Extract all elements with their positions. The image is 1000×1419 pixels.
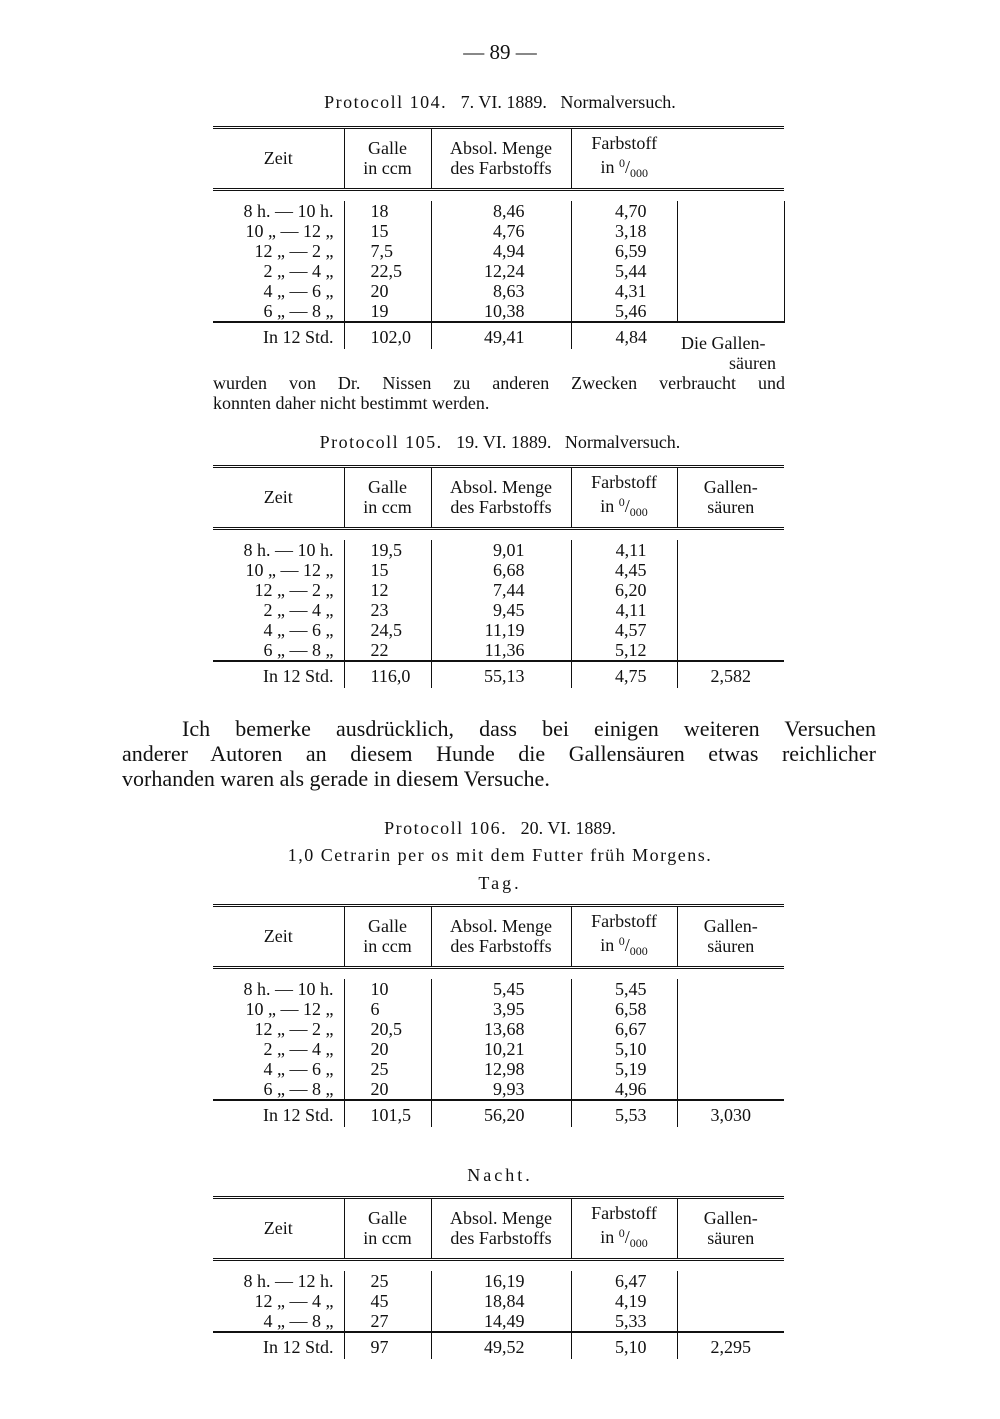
col-header-galle: Galle in ccm bbox=[344, 1198, 431, 1260]
col-header-galle: Galle in ccm bbox=[344, 906, 431, 968]
body-paragraph: Ich bemerke ausdrücklich, dass bei einigen weiteren Versuchen anderer Autoren an diesem Hunde die Gallensäuren etwas reichlicher vorhanden waren als gerade in diesem Versuche. bbox=[122, 716, 876, 791]
table-row: 10 „ — 12 „ 15 6,68 4,45 bbox=[213, 560, 784, 580]
table-row: 12 „ — 2 „ 7,5 4,94 6,59 bbox=[213, 241, 784, 261]
protocol-104-side-note: Die Gallen- säuren bbox=[681, 333, 776, 373]
table-header-row bbox=[213, 1198, 784, 1260]
protocol-date: 19. VI. 1889. bbox=[456, 432, 552, 452]
section-nacht: Nacht. bbox=[467, 1165, 533, 1185]
protocol-title: Protocoll 104. bbox=[324, 92, 448, 112]
col-header-gallensaeuren bbox=[677, 128, 784, 190]
protocol-104-note-continuation: wurden von Dr. Nissen zu anderen Zwecken verbraucht und konnten daher nicht bestimmt werden. bbox=[213, 373, 785, 413]
table-row: 10 „ — 12 „ 6 3,95 6,58 bbox=[213, 999, 784, 1019]
protocol-title: Protocoll 105. bbox=[319, 432, 443, 452]
table-row: 12 „ — 2 „ 12 7,44 6,20 bbox=[213, 580, 784, 600]
col-header-farbstoff: Farbstoff in $^0/_{000}$ bbox=[571, 128, 677, 190]
protocol-106-heading bbox=[0, 818, 1000, 839]
protocol-date: 7. VI. 1889. bbox=[460, 92, 547, 112]
table-row: 12 „ — 4 „ 45 18,84 4,19 bbox=[213, 1291, 784, 1311]
table-row: 8 h. — 10 h. 19,5 9,01 4,11 bbox=[213, 540, 784, 560]
page-number: — 89 — bbox=[463, 40, 537, 64]
col-header-zeit: Zeit bbox=[263, 926, 293, 946]
total-row: In 12 Std. 116,0 55,13 4,75 2,582 bbox=[213, 661, 784, 688]
protocol-105-heading bbox=[0, 432, 1000, 453]
protocol-106-subtitle: 1,0 Cetrarin per os mit dem Futter früh Morgens. bbox=[287, 845, 713, 865]
table-row: 6 „ — 8 „ 19 10,38 5,46 bbox=[213, 301, 784, 322]
table-row: 8 h. — 10 h. 18 8,46 4,70 bbox=[213, 201, 784, 221]
col-header-menge: Absol. Menge des Farbstoffs bbox=[431, 128, 571, 190]
protocol-label: Normalversuch. bbox=[564, 432, 681, 452]
protocol-104-table bbox=[213, 126, 785, 349]
table-row: 4 „ — 8 „ 27 14,49 5,33 bbox=[213, 1311, 784, 1332]
table-row: 4 „ — 6 „ 25 12,98 5,19 bbox=[213, 1059, 784, 1079]
col-header-zeit: Zeit bbox=[263, 487, 293, 507]
protocol-104-heading bbox=[0, 92, 1000, 113]
col-header-farbstoff: Farbstoff in $^0/_{000}$ bbox=[571, 906, 677, 968]
table-row: 2 „ — 4 „ 23 9,45 4,11 bbox=[213, 600, 784, 620]
table-row: 6 „ — 8 „ 20 9,93 4,96 bbox=[213, 1079, 784, 1100]
total-row: In 12 Std. 97 49,52 5,10 2,295 bbox=[213, 1332, 784, 1359]
table-row: 2 „ — 4 „ 20 10,21 5,10 bbox=[213, 1039, 784, 1059]
protocol-105-table bbox=[213, 465, 784, 688]
total-row: In 12 Std. 102,0 49,41 4,84 bbox=[213, 322, 784, 349]
col-header-menge: Absol. Menge des Farbstoffs bbox=[431, 906, 571, 968]
table-row: 6 „ — 8 „ 22 11,36 5,12 bbox=[213, 640, 784, 661]
col-header-galle: Galle in ccm bbox=[344, 128, 431, 190]
col-header-galle: Galle in ccm bbox=[344, 467, 431, 529]
table-row: 12 „ — 2 „ 20,5 13,68 6,67 bbox=[213, 1019, 784, 1039]
protocol-106-tag-table bbox=[213, 904, 784, 1127]
protocol-date: 20. VI. 1889. bbox=[520, 818, 616, 838]
table-row: 8 h. — 10 h. 10 5,45 5,45 bbox=[213, 979, 784, 999]
col-header-zeit: Zeit bbox=[263, 1218, 293, 1238]
protocol-label: Normalversuch. bbox=[560, 92, 676, 112]
total-row: In 12 Std. 101,5 56,20 5,53 3,030 bbox=[213, 1100, 784, 1127]
table-row: 8 h. — 12 h. 25 16,19 6,47 bbox=[213, 1271, 784, 1291]
table-row: 2 „ — 4 „ 22,5 12,24 5,44 bbox=[213, 261, 784, 281]
col-header-gallensaeuren: Gallen- säuren bbox=[677, 1198, 784, 1260]
table-header-row bbox=[213, 128, 784, 190]
col-header-menge: Absol. Menge des Farbstoffs bbox=[431, 467, 571, 529]
table-header-row bbox=[213, 467, 784, 529]
table-row: 10 „ — 12 „ 15 4,76 3,18 bbox=[213, 221, 784, 241]
col-header-farbstoff: Farbstoff in $^0/_{000}$ bbox=[571, 1198, 677, 1260]
table-header-row bbox=[213, 906, 784, 968]
col-header-gallensaeuren: Gallen- säuren bbox=[677, 467, 784, 529]
protocol-106-nacht-table bbox=[213, 1196, 784, 1359]
col-header-menge: Absol. Menge des Farbstoffs bbox=[431, 1198, 571, 1260]
col-header-gallensaeuren: Gallen- säuren bbox=[677, 906, 784, 968]
section-tag: Tag. bbox=[478, 873, 522, 893]
table-row: 4 „ — 6 „ 24,5 11,19 4,57 bbox=[213, 620, 784, 640]
protocol-title: Protocoll 106. bbox=[384, 818, 508, 838]
col-header-zeit: Zeit bbox=[263, 148, 293, 168]
col-header-farbstoff: Farbstoff in $^0/_{000}$ bbox=[571, 467, 677, 529]
table-row: 4 „ — 6 „ 20 8,63 4,31 bbox=[213, 281, 784, 301]
